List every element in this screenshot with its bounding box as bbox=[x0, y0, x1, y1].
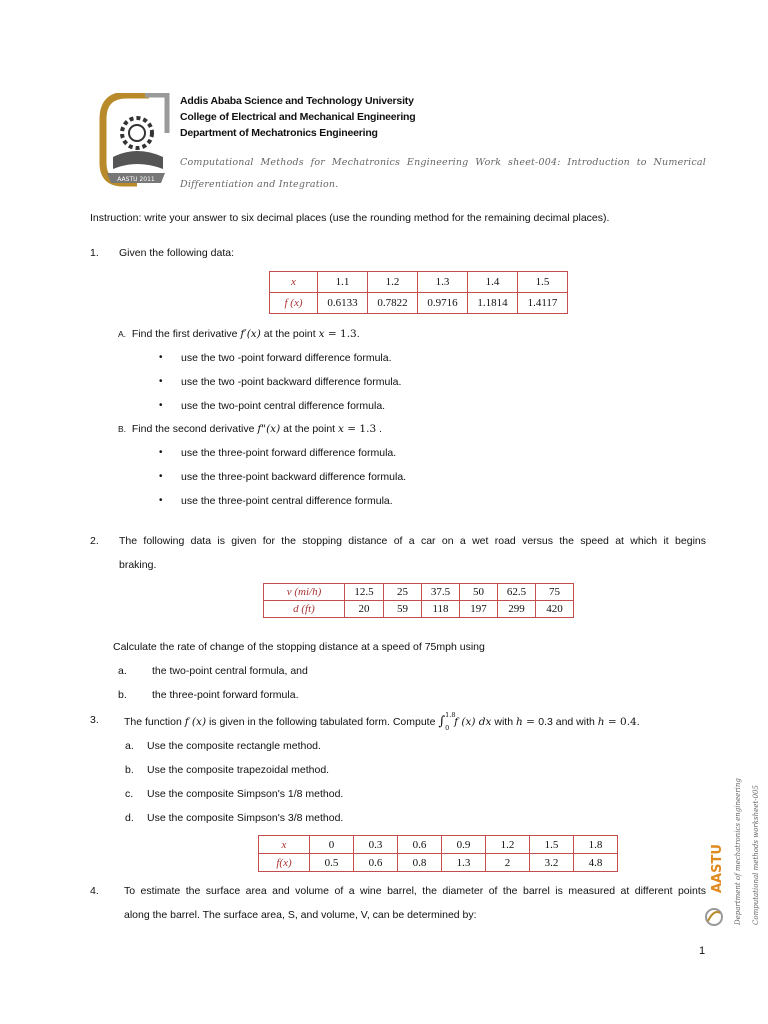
q1-b-bullet-2: use the three-point backward difference formula. bbox=[181, 471, 407, 483]
side-branding bbox=[700, 745, 768, 935]
bullet-icon: • bbox=[159, 447, 163, 458]
table-cell: 37.5 bbox=[422, 584, 460, 601]
table-cell: 62.5 bbox=[498, 584, 536, 601]
q4-line1: To estimate the surface area and volume of a wine barrel, the diameter of the barrel is measured at different points bbox=[124, 885, 706, 897]
table-row bbox=[264, 601, 574, 618]
bullet-icon: • bbox=[159, 400, 163, 411]
q2-number: 2. bbox=[90, 535, 99, 547]
table-cell: 0.8 bbox=[398, 854, 442, 872]
q2-item-b-label: b. bbox=[118, 689, 127, 701]
table-cell: 12.5 bbox=[345, 584, 384, 601]
table-cell: 0.3 bbox=[354, 836, 398, 854]
bullet-icon: • bbox=[159, 471, 163, 482]
table-cell: 0.9 bbox=[442, 836, 486, 854]
table-cell: 0.9716 bbox=[418, 293, 468, 314]
table-cell: 0 bbox=[310, 836, 354, 854]
q3-item-a-label: a. bbox=[125, 740, 134, 752]
table-cell: 1.2 bbox=[368, 272, 418, 293]
table-row bbox=[259, 854, 618, 872]
bullet-icon: • bbox=[159, 376, 163, 387]
q1-number: 1. bbox=[90, 247, 99, 259]
q1-a-bullet-2: use the two -point backward difference formula. bbox=[181, 376, 402, 388]
q3-item-a: Use the composite rectangle method. bbox=[147, 740, 321, 752]
table-row bbox=[259, 836, 618, 854]
q1-data-table bbox=[269, 271, 568, 314]
table-cell: 0.5 bbox=[310, 854, 354, 872]
q2-item-a: the two-point central formula, and bbox=[152, 665, 308, 677]
table-cell: 59 bbox=[384, 601, 422, 618]
q3-item-c-label: c. bbox=[125, 788, 134, 800]
university-name: Addis Ababa Science and Technology University bbox=[180, 95, 414, 107]
q3-number: 3. bbox=[90, 714, 99, 726]
svg-text:AASTU 2011: AASTU 2011 bbox=[117, 176, 155, 183]
side-text-line2: Computational methods worksheet-005 bbox=[752, 785, 760, 925]
q3-item-d: Use the composite Simpson's 3/8 method. bbox=[147, 812, 344, 824]
table-cell: 118 bbox=[422, 601, 460, 618]
table-row bbox=[270, 293, 568, 314]
table-cell: 0.6133 bbox=[318, 293, 368, 314]
table-cell: 1.3 bbox=[442, 854, 486, 872]
q1-b-bullet-1: use the three-point forward difference formula. bbox=[181, 447, 397, 459]
table-cell: 1.5 bbox=[530, 836, 574, 854]
table-cell: 1.2 bbox=[486, 836, 530, 854]
brand-logo-icon bbox=[706, 909, 722, 925]
table-cell: 1.1814 bbox=[468, 293, 518, 314]
table-cell: 1.4 bbox=[468, 272, 518, 293]
q3-item-d-label: d. bbox=[125, 812, 134, 824]
table-header-cell: x bbox=[259, 836, 310, 854]
table-cell: 75 bbox=[536, 584, 574, 601]
table-row bbox=[264, 584, 574, 601]
q1-text: Given the following data: bbox=[119, 247, 234, 259]
university-logo bbox=[97, 93, 171, 187]
q3-item-c: Use the composite Simpson's 1/8 method. bbox=[147, 788, 344, 800]
q3-text: The function f (x) is given in the following tabulated form. Compute ∫ 1.8 0 f (x) dx with h = 0.3 and with h = 0.4. bbox=[124, 711, 640, 733]
table-cell: 3.2 bbox=[530, 854, 574, 872]
table-cell: 0.6 bbox=[354, 854, 398, 872]
bullet-icon: • bbox=[159, 495, 163, 506]
bullet-icon: • bbox=[159, 352, 163, 363]
table-cell: 1.4117 bbox=[518, 293, 568, 314]
table-cell: 197 bbox=[460, 601, 498, 618]
course-title-line2: Differentiation and Integration. bbox=[180, 179, 339, 190]
table-cell: 1.5 bbox=[518, 272, 568, 293]
q2-line1: The following data is given for the stopping distance of a car on a wet road versus the speed at which it begins bbox=[119, 535, 706, 547]
page-number: 1 bbox=[699, 945, 706, 957]
q2-item-a-label: a. bbox=[118, 665, 127, 677]
q2-item-b: the three-point forward formula. bbox=[152, 689, 299, 701]
q1-part-b: B. Find the second derivative f"(x) at the point x = 1.3 . bbox=[118, 423, 382, 435]
q4-line2: along the barrel. The surface area, S, and volume, V, can be determined by: bbox=[124, 909, 477, 921]
table-cell: 20 bbox=[345, 601, 384, 618]
q2-line2: braking. bbox=[119, 559, 157, 571]
q1-a-bullet-3: use the two-point central difference formula. bbox=[181, 400, 386, 412]
q4-number: 4. bbox=[90, 885, 99, 897]
q3-item-b-label: b. bbox=[125, 764, 134, 776]
table-cell: 1.8 bbox=[574, 836, 618, 854]
table-cell: 0.7822 bbox=[368, 293, 418, 314]
table-header-cell: x bbox=[270, 272, 318, 293]
table-header-cell: v (mi/h) bbox=[264, 584, 345, 601]
q1-part-a: A. Find the first derivative f′(x) at the point x = 1.3. bbox=[118, 328, 360, 340]
table-cell: 50 bbox=[460, 584, 498, 601]
table-header-cell: d (ft) bbox=[264, 601, 345, 618]
table-cell: 299 bbox=[498, 601, 536, 618]
side-text-line1: Department of mechatronics engineering bbox=[734, 778, 742, 925]
department-name: Department of Mechatronics Engineering bbox=[180, 127, 378, 139]
instruction-text: Instruction: write your answer to six decimal places (use the rounding method for the remaining decimal places). bbox=[90, 212, 610, 224]
q3-item-b: Use the composite trapezoidal method. bbox=[147, 764, 330, 776]
table-header-cell: f (x) bbox=[270, 293, 318, 314]
table-cell: 0.6 bbox=[398, 836, 442, 854]
table-cell: 25 bbox=[384, 584, 422, 601]
table-cell: 1.3 bbox=[418, 272, 468, 293]
table-cell: 2 bbox=[486, 854, 530, 872]
q3-data-table bbox=[258, 835, 618, 872]
q2-calc-text: Calculate the rate of change of the stopping distance at a speed of 75mph using bbox=[113, 641, 485, 653]
table-cell: 420 bbox=[536, 601, 574, 618]
q2-data-table bbox=[263, 583, 574, 618]
table-cell: 1.1 bbox=[318, 272, 368, 293]
table-header-cell: f(x) bbox=[259, 854, 310, 872]
course-title-line1: Computational Methods for Mechatronics Engineering Work sheet-004: Introduction to Numerical bbox=[180, 157, 706, 168]
college-name: College of Electrical and Mechanical Engineering bbox=[180, 111, 416, 123]
q1-a-bullet-1: use the two -point forward difference formula. bbox=[181, 352, 392, 364]
table-row bbox=[270, 272, 568, 293]
table-cell: 4.8 bbox=[574, 854, 618, 872]
q1-b-bullet-3: use the three-point central difference formula. bbox=[181, 495, 393, 507]
brand-name: AASTU bbox=[710, 844, 725, 893]
